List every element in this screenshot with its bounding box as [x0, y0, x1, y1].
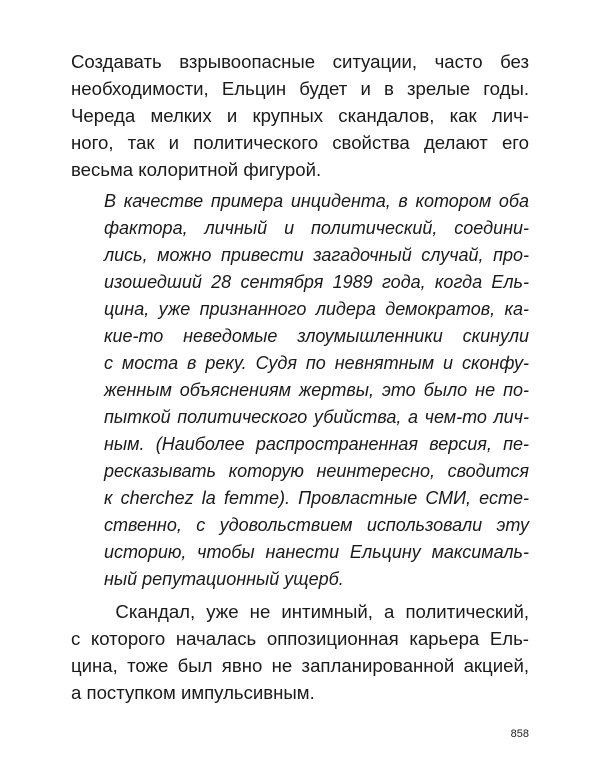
- paragraph-intro: [71, 48, 529, 183]
- quote-line: ный репутационный ущерб.: [104, 569, 344, 589]
- page-number: 858: [510, 728, 529, 740]
- quote-line: к cherchez la femme). Провластные СМИ, есте-: [104, 488, 529, 508]
- quote-line: женным объяснениям жертвы, это было не по-: [104, 380, 529, 400]
- quote-line: цина, уже признанного лидера демократов, ка-: [104, 299, 529, 319]
- text-line: с которого началась оппозиционная карьера Ель-: [71, 628, 529, 649]
- quote-line: фактора, личный и политический, соедини-: [104, 218, 529, 238]
- text-line: а поступком импульсивным.: [71, 682, 315, 703]
- quote-line: с моста в реку. Судя по невнятным и сконфу-: [104, 353, 529, 373]
- quote-line: ственно, с удовольствием использовали эту: [104, 515, 529, 535]
- quote-block: [104, 188, 529, 593]
- paragraph-scandal: [71, 598, 529, 706]
- text-line: цина, тоже был явно не запланированной акцией,: [71, 655, 529, 676]
- page-body: [71, 48, 529, 706]
- text-line: ного, так и политического свойства делают его: [71, 132, 529, 153]
- quote-line: ресказывать которую неинтересно, сводится: [104, 461, 529, 481]
- quote-line: В качестве примера инцидента, в котором оба: [104, 191, 529, 211]
- text-line: Скандал, уже не интимный, а политический,: [71, 601, 529, 622]
- quote-line: историю, чтобы нанести Ельцину максималь-: [104, 542, 529, 562]
- text-line: Череда мелких и крупных скандалов, как лич-: [71, 105, 529, 126]
- text-line: весьма колоритной фигурой.: [71, 159, 322, 180]
- text-line: Создавать взрывоопасные ситуации, часто без: [71, 51, 529, 72]
- text-line: необходимости, Ельцин будет и в зрелые годы.: [71, 78, 529, 99]
- quote-line: изошедший 28 сентября 1989 года, когда Ель-: [104, 272, 529, 292]
- quote-line: лись, можно привести загадочный случай, про-: [104, 245, 529, 265]
- quote-line: ным. (Наиболее распространенная версия, пе-: [104, 434, 529, 454]
- quote-line: кие-то неведомые злоумышленники скинули: [104, 326, 529, 346]
- quote-line: пыткой политического убийства, а чем-то лич-: [104, 407, 529, 427]
